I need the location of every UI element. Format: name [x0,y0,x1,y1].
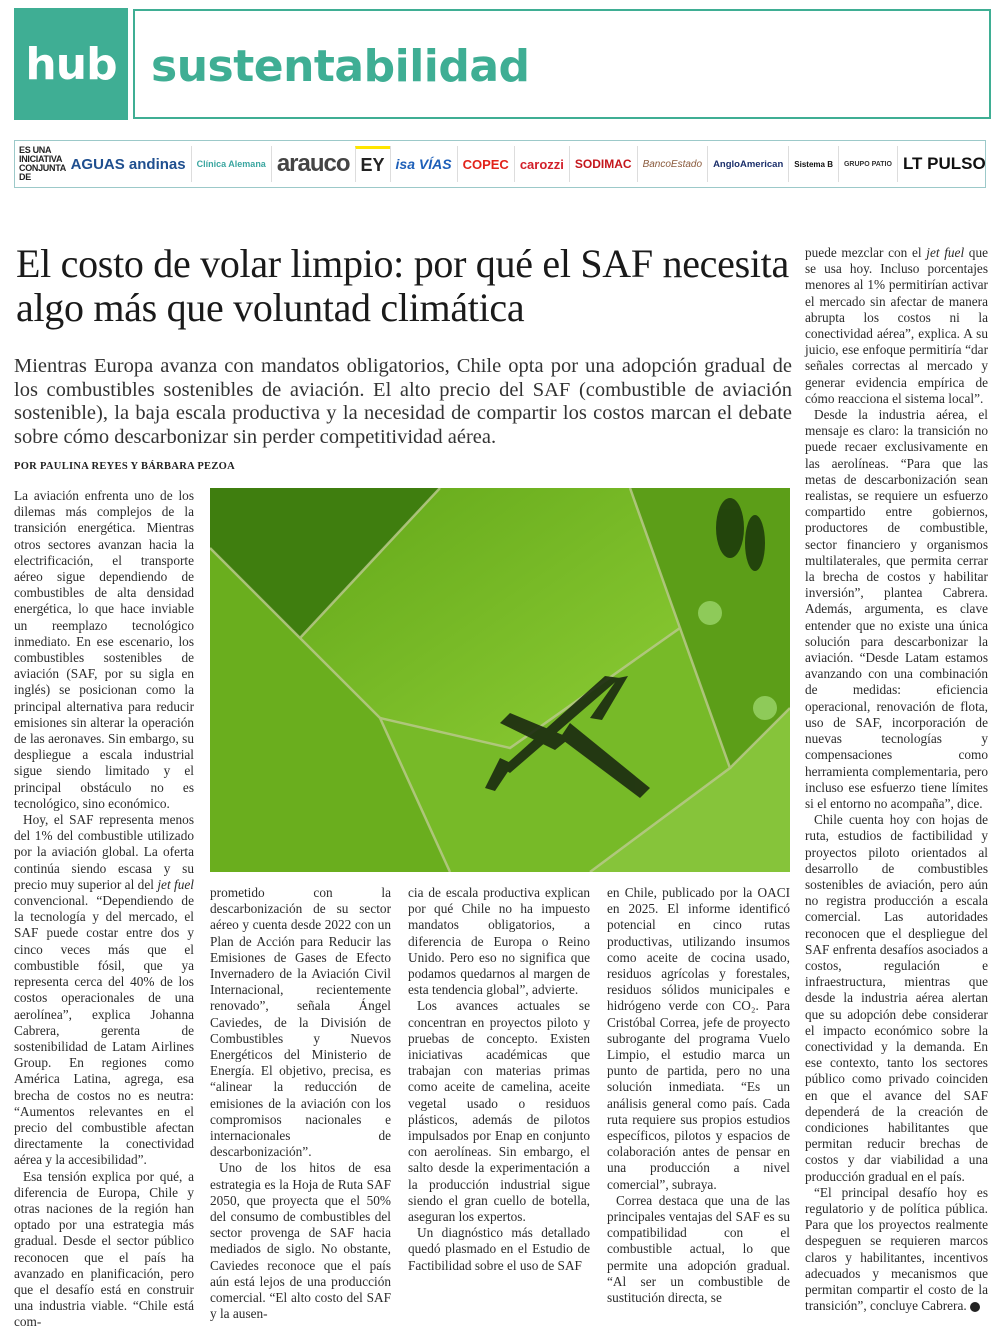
article-photo-airplane-shadow-over-fields [210,488,790,872]
logo-arauco: arauco [271,146,355,182]
paragraph: Correa destaca que una de las principales ventajas del SAF es su compatibilidad con el combustible actual, lo que permite una adopción gradual. “Al ser un combustible de sustitución directa, se [607,1192,790,1306]
sponsor-intro: ES UNA INICIATIVA CONJUNTA DE [19,145,66,182]
logo-aguas-andinas: AGUAS andinas [70,155,186,173]
paragraph: Los avances actuales se concentran en proyectos piloto y pruebas de concepto. Existen iniciativas académicas que trabajan con materias primas como aceite de camelina, aceite vegetal usado o residuos plásticos, además de pilotos impulsados por Enap en conjunto con aerolíneas. Sin embargo, el salto desde la experimentación a la producción industrial sigue siendo el gran cuello de botella, aseguran los expertos. [408,998,590,1225]
paragraph: puede mezclar con el jet fuel que se usa hoy. Incluso porcentajes menores al 1% permitirían activar el mercado sin afectar de manera abrupta los costos ni la conectividad aérea”, explica. A su juicio, ese enfoque permitiría “dar señales correctas al mercado y generar evidencia empírica de cómo reacciona el sistema local”. [805,245,988,406]
paragraph: Un diagnóstico más detallado quedó plasmado en el Estudio de Factibilidad sobre el uso de SAF [408,1225,590,1273]
column-4 [607,885,790,1306]
logo-bancoestado: BancoEstado [637,146,708,182]
paragraph: Desde la industria aérea, el mensaje es claro: la transición no puede recaer exclusivamente en las aerolíneas. “Para que las metas de descarbonización sean realistas, se requiere un esfuerzo compartido entre gobiernos, productores de combustible, sector financiero y organismos multilaterales, que permita cerrar la brecha de costos y habilitar inversión”, plantea Cabrera. Además, argumenta, es clave entender que no existe una única solución para descarbonizar la aviación. “Desde Latam estamos avanzando con una combinación de medidas: eficiencia operacional, renovación de flota, uso de SAF, incorporación de nuevas tecnologías y compensaciones como herramienta complementaria, pero incluso ese esfuerzo tiene límites si el entorno no acompaña”, dice. [805,407,988,811]
paragraph: “El principal desafío hoy es regulatorio y de política pública. Para que los proyectos realmente despeguen se requieren marcos claros y habilitantes, incentivos adecuados y mecanismos que permitan compartir el costo de la transición”, concluye Cabrera. [805,1184,988,1314]
column-5 [805,245,988,1314]
logo-lt-pulso: LT PULSO [897,146,991,182]
column-3 [408,885,590,1274]
end-of-article-icon [970,1302,980,1312]
headline: El costo de volar limpio: por qué el SAF necesita algo más que voluntad climática [16,241,789,330]
section-title: sustentabilidad [151,41,530,92]
paragraph: Hoy, el SAF representa menos del 1% del combustible utilizado por la aviación global. La oferta continúa siendo escasa y su precio muy superior al del jet fuel convencional. “Dependiendo de la tecnología y del mercado, el SAF puede costar entre dos y cinco veces más que el combustible fósil, que ya representa cerca del 40% de los costos operacionales de una aerolínea”, explica Johanna Cabrera, gerenta de sostenibilidad de Latam Airlines Group. En regiones como América Latina, agrega, esa brecha de costos no es neutra: “Aumentos relevantes en el precio del combustible afectan directamente la conectividad aérea y la accesibilidad”. [14,812,194,1168]
byline: POR PAULINA REYES Y BÁRBARA PEZOA [14,461,235,472]
logo-isa-vias: isa VÍAS [390,146,457,182]
logo-grupo-patio: GRUPO PATIO [838,146,897,182]
paragraph: en Chile, publicado por la OACI en 2025. El informe identificó potencial en cinco rutas productivas, utilizando insumos como aceite de cocina usado, residuos agrícolas y forestales, residuos sólidos municipales e hidrógeno verde con CO₂. Para Cristóbal Correa, jefe de proyecto subrogante del programa Vuelo Limpio, el estudio marca un punto de partida, pero no una solución inmediata. “Es un análisis general como país. Cada ruta requiere sus propios estudios específicos, pilotos y espacios de colaboración antes de pensar en una producción a nivel comercial”, subraya. [607,885,790,1192]
paragraph: Chile cuenta hoy con hojas de ruta, estudios de factibilidad y proyectos piloto orientados al desarrollo de combustibles sostenibles de aviación, pero aún no registra producción a escala comercial. Las autoridades reconocen que el despliegue del SAF enfrenta desafíos asociados a costos, regulación e infraestructura, mientras que desde la industria aérea alertan que su adopción debe considerar el impacto económico sobre la conectividad y la demanda. En ese contexto, tanto los sectores público como privado coinciden en que el avance del SAF dependerá de la creación de condiciones habilitantes que permitan reducir brechas de costos y dar viabilidad a una producción gradual en el país. [805,812,988,1184]
logo-clinica-alemana: Clínica Alemana [191,146,271,182]
paragraph: prometido con la descarbonización de su sector aéreo y cuenta desde 2022 con un Plan de Acción para Reducir las Emisiones de Gases de Efecto Invernadero de la Aviación Civil Internacional, recientemente renovado”, señala Ángel Caviedes, de la División de Combustibles y Nuevos Energéticos del Ministerio de Energía. El objetivo, precisa, es “alinear la reducción de emisiones de la aviación con los compromisos nacionales e internacionales de descarbonización”. [210,885,391,1160]
column-1 [14,488,194,1331]
logo-copec: COPEC [457,146,514,182]
logo-ey: EY [355,146,390,182]
paragraph: La aviación enfrenta uno de los dilemas más complejos de la transición energética. Mientras otros sectores avanzan hacia la electrificación, el transporte aéreo sigue dependiendo de combustibles de alta densidad energética, lo que hace inviable un reemplazo tecnológico inmediato. En ese escenario, los combustibles sostenibles de aviación (SAF, por su sigla en inglés) se posicionan como la principal alternativa para reducir emisiones sin alterar la operación de las aeronaves. Sin embargo, su despliegue a escala industrial sigue siendo limitado y el principal obstáculo no es tecnológico, sino económico. [14,488,194,811]
paragraph: cia de escala productiva explican por qué Chile no ha impuesto mandatos obligatorios, a diferencia de Europa o Reino Unido. Pero eso no significa que podamos quedarnos al margen de esta tendencia global”, advierte. [408,885,590,998]
column-2 [210,885,391,1322]
logo-carozzi: carozzi [514,146,569,182]
paragraph: Esa tensión explica por qué, a diferencia de Europa, Chile y otras naciones de la región han optado por una estrategia más gradual. Desde el sector público reconocen que el país ha avanzado en planificación, pero que el desafío está en construir una industria viable. “Chile está com- [14,1168,194,1330]
logo-angloamerican: AngloAmerican [707,146,788,182]
paragraph: Uno de los hitos de esa estrategia es la Hoja de Ruta SAF 2050, que proyecta que el 50% del consumo de combustibles del sector provenga de SAF hacia mediados de siglo. No obstante, Caviedes reconoce que el país aún está lejos de una producción comercial. “El alto costo del SAF y la ausen- [210,1160,391,1322]
section-header [133,9,991,119]
hub-logo: hub [14,8,128,120]
logo-sodimac: SODIMAC [569,146,637,182]
sponsor-strip [14,140,986,188]
lede: Mientras Europa avanza con mandatos obligatorios, Chile opta por una adopción gradual de los combustibles sostenibles de aviación. El alto precio del SAF (combustible de aviación sostenible), la baja escala productiva y la necesidad de compartir los costos marcan el debate sobre cómo descarbonizar sin perder competitividad aérea. [14,355,792,448]
logo-sistema-b: Sistema B [788,146,838,182]
